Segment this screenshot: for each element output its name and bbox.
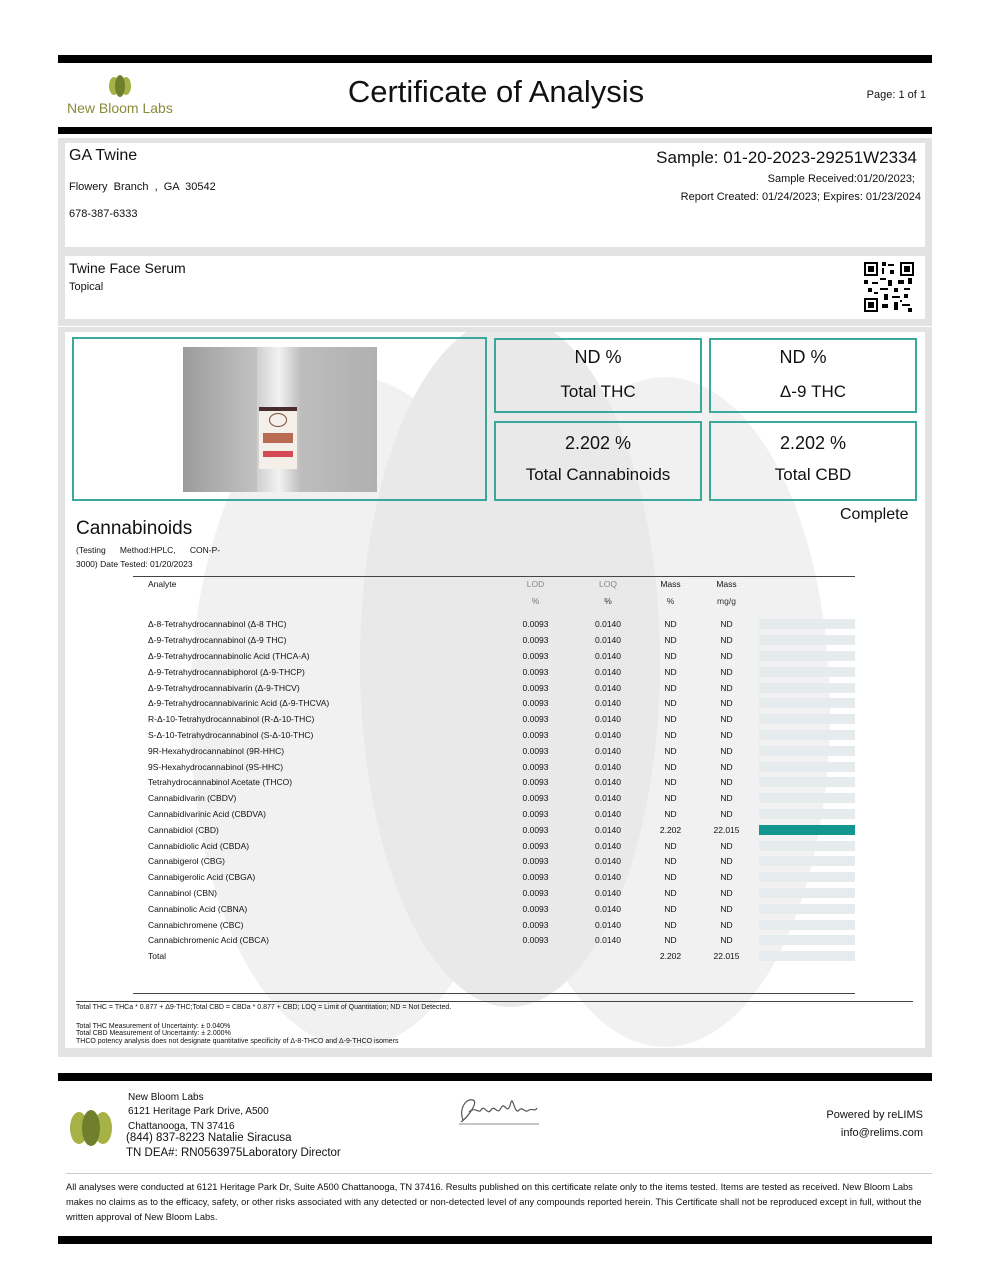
analyte-cell: Δ-9-Tetrahydrocannabivarinic Acid (Δ-9-THCVA) <box>148 698 330 709</box>
disclaimer-rule <box>66 1173 932 1174</box>
mass-pct-cell: ND <box>664 793 677 804</box>
analyte-cell: S-Δ-10-Tetrahydrocannabinol (S-Δ-10-THC) <box>148 729 314 740</box>
level-bar-cell <box>755 648 855 664</box>
mass-mg-cell: ND <box>720 650 733 661</box>
total-cannabinoids-label: Total Cannabinoids <box>525 465 671 484</box>
level-bar <box>759 651 855 661</box>
total-cbd-card <box>709 421 917 501</box>
lod-cell: 0.0093 <box>522 919 549 930</box>
loq-cell: 0.0140 <box>595 872 621 883</box>
uncertainty-cbd: Total CBD Measurement of Uncertainty: ± 2.000% <box>76 1030 231 1037</box>
analyte-cell: Cannabidivarinic Acid (CBDVA) <box>148 808 266 819</box>
uncertainty-thc: Total THC Measurement of Uncertainty: ± 0.040% <box>76 1023 231 1030</box>
level-bar <box>759 683 855 693</box>
unit-mass-pct: % <box>666 595 675 606</box>
footer-logo-icon <box>67 1109 115 1147</box>
method-line-2: 3000) Date Tested: 01/20/2023 <box>76 559 193 569</box>
mass-pct-cell: ND <box>664 729 677 740</box>
product-panel <box>65 256 925 319</box>
lab-dea: TN DEA#: RN0563975Laboratory Director <box>126 1147 341 1159</box>
mass-mg-cell: ND <box>720 761 733 772</box>
mass-pct-cell: ND <box>664 887 677 898</box>
qr-code-icon[interactable] <box>864 262 914 312</box>
loq-cell: 0.0140 <box>595 666 621 677</box>
mass-pct-cell: ND <box>664 761 677 772</box>
mass-pct-cell: ND <box>664 714 677 725</box>
lod-cell: 0.0093 <box>522 745 549 756</box>
lod-cell: 0.0093 <box>522 698 549 709</box>
mass-mg-cell: ND <box>720 903 733 914</box>
level-bar-cell <box>755 790 855 806</box>
footnote-rule <box>76 1001 913 1002</box>
table-row <box>133 711 855 727</box>
footer-rule <box>58 1073 932 1081</box>
level-bar-cell <box>755 680 855 696</box>
level-bar-cell <box>755 774 855 790</box>
lod-cell: 0.0093 <box>522 824 549 835</box>
lod-cell: 0.0093 <box>522 872 549 883</box>
level-bar <box>759 809 855 819</box>
loq-cell: 0.0140 <box>595 840 621 851</box>
loq-cell: 0.0140 <box>595 935 621 946</box>
level-bar <box>759 841 855 851</box>
level-bar <box>759 935 855 945</box>
table-row <box>133 680 855 696</box>
analyte-cell: Δ-9-Tetrahydrocannabinolic Acid (THCA-A) <box>148 650 310 661</box>
lod-cell: 0.0093 <box>522 650 549 661</box>
level-bar-cell <box>755 759 855 775</box>
analyte-cell: Cannabinolic Acid (CBNA) <box>148 903 248 914</box>
level-bar-cell <box>755 901 855 917</box>
loq-cell: 0.0140 <box>595 824 621 835</box>
analyte-cell: Δ-9-Tetrahydrocannabivarin (Δ-9-THCV) <box>148 682 300 693</box>
analyte-cell: Δ-9-Tetrahydrocannabiphorol (Δ-9-THCP) <box>148 666 305 677</box>
status-badge: Complete <box>840 506 909 523</box>
thco-note: THCO potency analysis does not designate quantitative specificity of Δ-8-THCO and Δ-9-THCO isomers <box>76 1038 399 1045</box>
lod-cell: 0.0093 <box>522 761 549 772</box>
mass-mg-cell: ND <box>720 619 733 630</box>
mass-mg-cell: ND <box>720 698 733 709</box>
analyte-cell: Cannabigerol (CBG) <box>148 856 226 867</box>
mass-pct-cell: ND <box>664 919 677 930</box>
client-city: Flowery Branch , GA 30542 <box>69 181 216 193</box>
mass-pct-cell: ND <box>664 666 677 677</box>
col-mass-pct: Mass <box>643 577 698 591</box>
mass-pct-cell: ND <box>664 698 677 709</box>
mass-mg-cell: ND <box>720 635 733 646</box>
lod-cell: 0.0093 <box>522 619 549 630</box>
mass-pct-cell: ND <box>664 840 677 851</box>
total-cannabinoids-card <box>494 421 702 501</box>
lab-address-2: Chattanooga, TN 37416 <box>128 1121 235 1132</box>
analyte-cell: Cannabichromenic Acid (CBCA) <box>148 935 269 946</box>
total-cbd-label: Total CBD <box>774 465 852 484</box>
loq-cell: 0.0140 <box>595 745 621 756</box>
table-row <box>133 806 855 822</box>
table-row <box>133 695 855 711</box>
mass-mg-cell: ND <box>720 935 733 946</box>
lod-cell: 0.0093 <box>522 729 549 740</box>
table-row <box>133 790 855 806</box>
loq-cell: 0.0140 <box>595 887 621 898</box>
level-bar <box>759 714 855 724</box>
top-rule <box>58 55 932 63</box>
lod-cell: 0.0093 <box>522 840 549 851</box>
sample-id: Sample: 01-20-2023-29251W2334 <box>656 148 917 167</box>
table-row <box>133 632 855 648</box>
lod-cell: 0.0093 <box>522 635 549 646</box>
powered-by: Powered by reLIMS <box>826 1109 923 1121</box>
mass-mg-cell: ND <box>720 666 733 677</box>
level-bar-cell <box>755 838 855 854</box>
level-bar-cell <box>755 885 855 901</box>
section-title: Cannabinoids <box>76 518 193 539</box>
mass-pct-cell: ND <box>664 808 677 819</box>
cannabinoids-table <box>133 576 855 964</box>
level-bar-cell <box>755 806 855 822</box>
level-bar-cell <box>755 664 855 680</box>
analyte-cell: Cannabidiol (CBD) <box>148 824 219 835</box>
total-thc-label: Total THC <box>560 382 636 401</box>
mass-mg-cell: 22.015 <box>713 951 740 962</box>
level-bar <box>759 777 855 787</box>
loq-cell: 0.0140 <box>595 682 621 693</box>
signature-icon <box>455 1092 545 1132</box>
table-row <box>133 664 855 680</box>
d9-thc-value: ND % <box>779 347 827 367</box>
level-bar-cell <box>755 917 855 933</box>
header-rule <box>58 127 932 134</box>
table-row <box>133 822 855 838</box>
level-bar <box>759 635 855 645</box>
analyte-cell: Total <box>148 951 166 962</box>
product-photo <box>183 347 377 492</box>
analyte-cell: Δ-8-Tetrahydrocannabinol (Δ-8 THC) <box>148 619 287 630</box>
analyte-cell: 9S-Hexahydrocannabinol (9S-HHC) <box>148 761 284 772</box>
mass-mg-cell: ND <box>720 793 733 804</box>
loq-cell: 0.0140 <box>595 650 621 661</box>
col-bar <box>755 577 855 591</box>
unit-lod: % <box>531 595 540 606</box>
mass-mg-cell: ND <box>720 682 733 693</box>
lod-cell: 0.0093 <box>522 903 549 914</box>
client-phone: 678-387-6333 <box>69 208 138 220</box>
level-bar <box>759 825 855 835</box>
table-row <box>133 743 855 759</box>
mass-pct-cell: ND <box>664 777 677 788</box>
unit-loq: % <box>604 595 612 606</box>
mass-mg-cell: ND <box>720 840 733 851</box>
loq-cell: 0.0140 <box>595 777 621 788</box>
bottle-label <box>259 407 297 469</box>
analyte-cell: 9R-Hexahydrocannabinol (9R-HHC) <box>148 745 285 756</box>
method-line-1: (Testing Method:HPLC, CON-P- <box>76 545 221 555</box>
loq-cell: 0.0140 <box>595 698 621 709</box>
total-thc-value: ND % <box>574 347 622 367</box>
col-lod: LOD <box>498 577 573 591</box>
level-bar-cell <box>755 695 855 711</box>
lod-cell: 0.0093 <box>522 777 549 788</box>
unit-mass-mg: mg/g <box>717 595 736 606</box>
loq-cell: 0.0140 <box>595 793 621 804</box>
level-bar-cell <box>755 869 855 885</box>
header-logo <box>62 74 182 120</box>
level-bar-cell <box>755 711 855 727</box>
mass-pct-cell: 2.202 <box>659 951 682 962</box>
lod-cell: 0.0093 <box>522 682 549 693</box>
client-name: GA Twine <box>69 147 138 164</box>
analyte-cell: Δ-9-Tetrahydrocannabinol (Δ-9 THC) <box>148 635 287 646</box>
report-dates: Report Created: 01/24/2023; Expires: 01/23/2024 <box>680 191 921 203</box>
level-bar <box>759 856 855 866</box>
sample-received: Sample Received:01/20/2023; <box>767 173 915 185</box>
mass-mg-cell: ND <box>720 887 733 898</box>
table-row <box>133 759 855 775</box>
logo-text: New Bloom Labs <box>67 100 173 116</box>
level-bar <box>759 872 855 882</box>
mass-pct-cell: ND <box>664 903 677 914</box>
level-bar <box>759 667 855 677</box>
mass-pct-cell: ND <box>664 856 677 867</box>
level-bar <box>759 619 855 629</box>
lod-cell: 0.0093 <box>522 793 549 804</box>
level-bar-cell <box>755 948 855 964</box>
mass-mg-cell: ND <box>720 856 733 867</box>
mass-pct-cell: ND <box>664 682 677 693</box>
level-bar <box>759 746 855 756</box>
mass-pct-cell: ND <box>664 745 677 756</box>
lod-cell: 0.0093 <box>522 887 549 898</box>
col-mass-mg: Mass <box>698 577 755 591</box>
loq-cell: 0.0140 <box>595 714 621 725</box>
mass-pct-cell: ND <box>664 635 677 646</box>
lod-cell: 0.0093 <box>522 935 549 946</box>
analyte-cell: Tetrahydrocannabinol Acetate (THCO) <box>148 777 293 788</box>
level-bar <box>759 920 855 930</box>
lod-cell: 0.0093 <box>522 666 549 677</box>
loq-cell: 0.0140 <box>595 619 621 630</box>
loq-cell: 0.0140 <box>595 919 621 930</box>
client-panel <box>65 143 925 247</box>
mass-mg-cell: 22.015 <box>713 824 740 835</box>
analyte-cell: Cannabinol (CBN) <box>148 887 217 898</box>
level-bar <box>759 951 855 961</box>
mass-pct-cell: 2.202 <box>659 824 682 835</box>
table-row <box>133 917 855 933</box>
loq-cell <box>573 948 643 964</box>
mass-mg-cell: ND <box>720 714 733 725</box>
level-bar-cell <box>755 727 855 743</box>
loq-cell: 0.0140 <box>595 729 621 740</box>
table-row <box>133 617 855 633</box>
lab-name: New Bloom Labs <box>128 1092 204 1103</box>
mass-mg-cell: ND <box>720 808 733 819</box>
table-row <box>133 774 855 790</box>
mass-pct-cell: ND <box>664 650 677 661</box>
col-analyte: Analyte <box>133 577 498 591</box>
mass-mg-cell: ND <box>720 919 733 930</box>
lod-cell: 0.0093 <box>522 856 549 867</box>
level-bar-cell <box>755 632 855 648</box>
lab-address-1: 6121 Heritage Park Drive, A500 <box>128 1106 269 1117</box>
loq-cell: 0.0140 <box>595 808 621 819</box>
analyte-cell: Cannabichromene (CBC) <box>148 919 244 930</box>
product-type: Topical <box>69 281 104 293</box>
level-bar <box>759 698 855 708</box>
mass-pct-cell: ND <box>664 872 677 883</box>
bottom-rule <box>58 1236 932 1244</box>
analyte-cell: Cannabidivarin (CBDV) <box>148 793 237 804</box>
total-cbd-value: 2.202 % <box>779 433 847 453</box>
table-row <box>133 648 855 664</box>
mass-mg-cell: ND <box>720 777 733 788</box>
level-bar-cell <box>755 932 855 948</box>
table-row <box>133 838 855 854</box>
lod-cell <box>498 948 573 964</box>
level-bar <box>759 888 855 898</box>
table-bottom-rule <box>133 993 855 994</box>
level-bar-cell <box>755 822 855 838</box>
d9-thc-card <box>709 338 917 413</box>
level-bar-cell <box>755 617 855 633</box>
mass-pct-cell: ND <box>664 619 677 630</box>
analyte-cell: Cannabidiolic Acid (CBDA) <box>148 840 250 851</box>
page-title: Certificate of Analysis <box>347 74 645 109</box>
level-bar <box>759 904 855 914</box>
level-bar-cell <box>755 743 855 759</box>
table-row <box>133 932 855 948</box>
table-row <box>133 727 855 743</box>
page-number: Page: 1 of 1 <box>866 89 926 101</box>
mass-mg-cell: ND <box>720 872 733 883</box>
loq-cell: 0.0140 <box>595 903 621 914</box>
loq-cell: 0.0140 <box>595 635 621 646</box>
total-cannabinoids-value: 2.202 % <box>564 433 632 453</box>
cannabinoids-rows <box>133 617 855 965</box>
contact-email[interactable]: info@relims.com <box>840 1127 923 1139</box>
level-bar <box>759 793 855 803</box>
level-bar-cell <box>755 853 855 869</box>
analyte-cell: R-Δ-10-Tetrahydrocannabinol (R-Δ-10-THC) <box>148 714 315 725</box>
analyte-cell: Cannabigerolic Acid (CBGA) <box>148 872 256 883</box>
level-bar <box>759 762 855 772</box>
lod-cell: 0.0093 <box>522 714 549 725</box>
table-row <box>133 869 855 885</box>
mass-mg-cell: ND <box>720 729 733 740</box>
table-row <box>133 853 855 869</box>
lod-cell: 0.0093 <box>522 808 549 819</box>
table-row <box>133 901 855 917</box>
mass-mg-cell: ND <box>720 745 733 756</box>
leaf-logo-icon <box>106 74 134 98</box>
col-loq: LOQ <box>573 577 643 591</box>
d9-thc-label: Δ-9 THC <box>779 382 847 401</box>
footnote: Total THC = THCa * 0.877 + Δ9-THC;Total CBD = CBDa * 0.877 + CBD; LOQ = Limit of Quantitation; ND = Not Detected. <box>76 1004 452 1011</box>
loq-cell: 0.0140 <box>595 856 621 867</box>
total-thc-card <box>494 338 702 413</box>
level-bar <box>759 730 855 740</box>
table-row <box>133 948 855 964</box>
unit-analyte <box>133 591 498 617</box>
disclaimer: All analyses were conducted at 6121 Heritage Park Dr, Suite A500 Chattanooga, TN 37416. Results published on this certificate relate only to the items tested. Items are tested as received. New Bloom Labs makes no claims as to the efficacy, safety, or other risks associated with any detected or non-detected level of any compounds reported herein. This Certificate shall not be reproduced except in full, without the written approval of New Bloom Labs. <box>66 1182 922 1222</box>
loq-cell: 0.0140 <box>595 761 621 772</box>
table-row <box>133 885 855 901</box>
mass-pct-cell: ND <box>664 935 677 946</box>
lab-phone: (844) 837-8223 Natalie Siracusa <box>126 1132 292 1144</box>
product-name: Twine Face Serum <box>69 260 186 276</box>
